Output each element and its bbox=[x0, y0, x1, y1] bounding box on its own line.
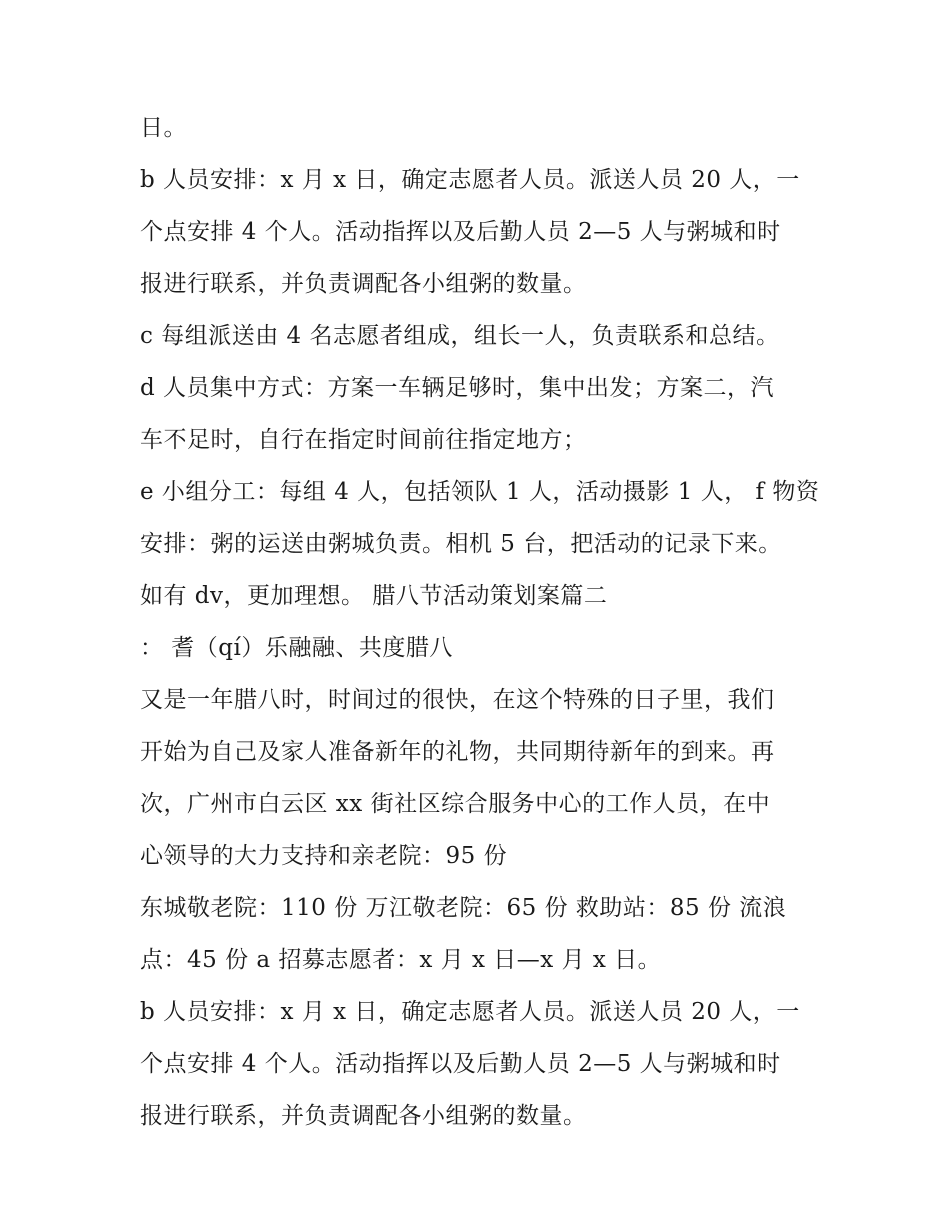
text-line: d 人员集中方式：方案一车辆足够时，集中出发；方案二，汽 bbox=[140, 375, 775, 401]
text-line: b 人员安排：x 月 x 日，确定志愿者人员。派送人员 20 人，一 bbox=[140, 999, 800, 1025]
text-line: 安排：粥的运送由粥城负责。相机 5 台，把活动的记录下来。 bbox=[140, 531, 782, 557]
text-line: 东城敬老院：110 份 万江敬老院：65 份 救助站：85 份 流浪 bbox=[140, 895, 787, 921]
text-line: 报进行联系，并负责调配各小组粥的数量。 bbox=[140, 271, 587, 297]
text-line: 点：45 份 a 招募志愿者：x 月 x 日—x 月 x 日。 bbox=[140, 947, 662, 973]
text-line: 日。 bbox=[140, 115, 187, 141]
text-line: 报进行联系，并负责调配各小组粥的数量。 bbox=[140, 1103, 587, 1129]
text-line: 次，广州市白云区 xx 街社区综合服务中心的工作人员，在中 bbox=[140, 791, 771, 817]
text-line: 心领导的大力支持和亲老院：95 份 bbox=[140, 843, 508, 869]
section-subtitle: ： 耆（qí）乐融融、共度腊八 bbox=[140, 635, 453, 661]
text-line: 车不足时，自行在指定时间前往指定地方； bbox=[140, 427, 587, 453]
text-line: c 每组派送由 4 名志愿者组成，组长一人，负责联系和总结。 bbox=[140, 323, 780, 349]
text-line: 开始为自己及家人准备新年的礼物，共同期待新年的到来。再 bbox=[140, 739, 775, 765]
document-body bbox=[140, 102, 820, 1142]
text-line: 个点安排 4 个人。活动指挥以及后勤人员 2—5 人与粥城和时 bbox=[140, 1051, 781, 1077]
text-line: e 小组分工：每组 4 人，包括领队 1 人，活动摄影 1 人， f 物资 bbox=[140, 479, 820, 505]
text-line: 如有 dv，更加理想。 腊八节活动策划案篇二 bbox=[140, 583, 608, 609]
text-line: b 人员安排：x 月 x 日，确定志愿者人员。派送人员 20 人，一 bbox=[140, 167, 800, 193]
text-line: 又是一年腊八时，时间过的很快，在这个特殊的日子里，我们 bbox=[140, 687, 775, 713]
text-line: 个点安排 4 个人。活动指挥以及后勤人员 2—5 人与粥城和时 bbox=[140, 219, 781, 245]
